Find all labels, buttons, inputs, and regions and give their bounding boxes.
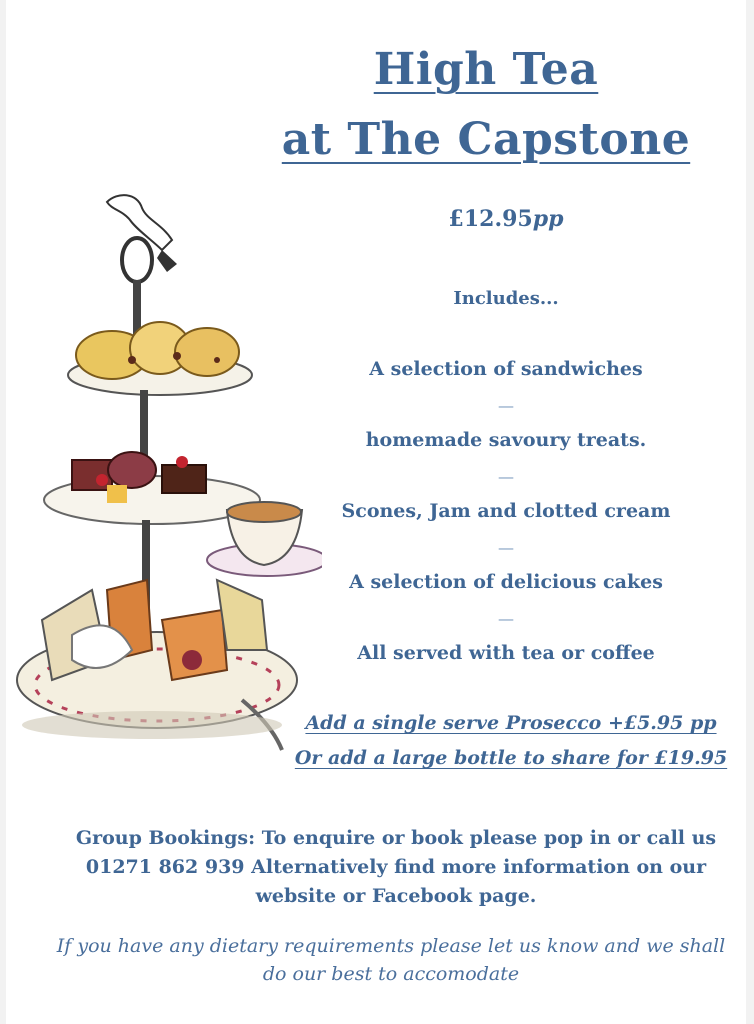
price-unit: pp: [532, 206, 564, 232]
menu-item-scones: Scones, Jam and clotted cream: [341, 500, 671, 522]
separator: —: [498, 538, 514, 557]
title-line-2: at The Capstone: [281, 114, 691, 165]
menu-item-sandwiches: A selection of sandwiches: [369, 358, 643, 380]
separator: —: [498, 467, 514, 486]
menu-item-savoury: homemade savoury treats.: [365, 429, 647, 451]
group-bookings-text: Group Bookings: To enquire or book please pop in or call us 01271 862 939 Alternatively find more information on our website or Facebook page.: [75, 827, 717, 907]
flyer-page: [6, 0, 746, 1024]
price-amount: £12.95: [448, 206, 533, 232]
separator: —: [498, 609, 514, 628]
addon-single-prosecco: Add a single serve Prosecco +£5.95 pp: [305, 712, 717, 734]
menu-item-drinks: All served with tea or coffee: [357, 642, 655, 664]
price: [286, 206, 726, 232]
menu-item-cakes: A selection of delicious cakes: [349, 571, 663, 593]
title-line-1: High Tea: [373, 44, 599, 95]
includes-label: Includes...: [453, 288, 559, 309]
addon-bottle-prosecco: Or add a large bottle to share for £19.95: [294, 747, 728, 769]
cake-stand-illustration: [12, 180, 322, 760]
separator: —: [498, 396, 514, 415]
dietary-note: If you have any dietary requirements please let us know and we shall do our best to accomodate: [56, 935, 726, 985]
